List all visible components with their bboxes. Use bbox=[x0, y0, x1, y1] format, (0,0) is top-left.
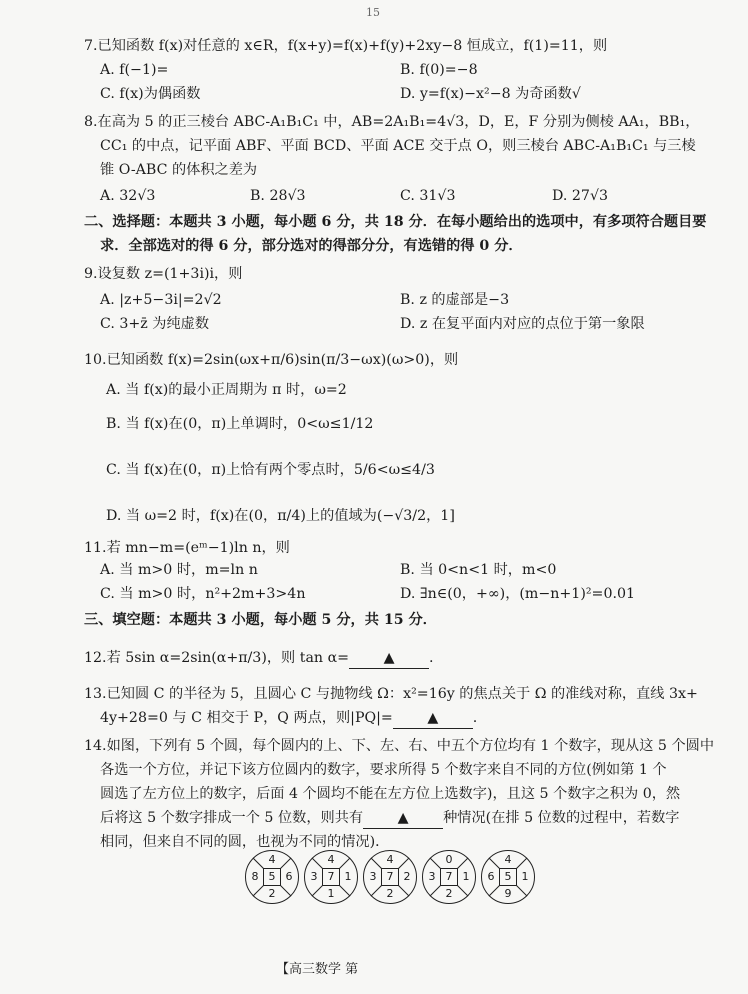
circle-5-right: 1 bbox=[521, 870, 529, 883]
circle-3-bottom: 2 bbox=[386, 887, 394, 900]
q7-option-b: B. f(0)=−8 bbox=[400, 62, 478, 78]
circle-3-right: 2 bbox=[403, 870, 411, 883]
q14-line3: 圆选了左方位上的数字，后面 4 个圆均不能在左方位上选数字)，且这 5 个数字之积为 0，然 bbox=[100, 786, 681, 802]
q13-answer-marker: ▲ bbox=[427, 710, 439, 726]
circle-4-top: 0 bbox=[445, 853, 453, 866]
q9-option-b: B. z 的虚部是−3 bbox=[400, 292, 510, 308]
circle-2-left: 3 bbox=[310, 870, 318, 883]
q14-line4-pre: 后将这 5 个数字排成一个 5 位数，则共有 bbox=[100, 810, 364, 826]
circle-1-right: 6 bbox=[285, 870, 293, 883]
circle-4-center: 7 bbox=[445, 870, 453, 883]
section2-instructions: 求．全部选对的得 6 分，部分选对的得部分分，有选错的得 0 分． bbox=[100, 238, 523, 254]
q7-option-d: D. y=f(x)−x²−8 为奇函数√ bbox=[400, 86, 581, 102]
q12-line bbox=[84, 648, 434, 669]
q10-option-a: A. 当 f(x)的最小正周期为 π 时，ω=2 bbox=[106, 382, 347, 398]
q8-line2: CC₁ 的中点，记平面 ABF、平面 BCD、平面 ACE 交于点 O，则三棱台 ABC-A₁B₁C₁ 与三棱 bbox=[100, 138, 696, 154]
circle-3-top: 4 bbox=[386, 853, 394, 866]
q7-option-c: C. f(x)为偶函数 bbox=[100, 86, 201, 102]
q9-option-c: C. 3+z̄ 为纯虚数 bbox=[100, 316, 210, 332]
q11-option-c: C. 当 m>0 时，n²+2m+3>4n bbox=[100, 586, 306, 602]
figure-circle-5 bbox=[481, 850, 535, 904]
q11-option-b: B. 当 0<n<1 时，m<0 bbox=[400, 562, 557, 578]
circle-3-center: 7 bbox=[386, 870, 394, 883]
circle-5-left: 6 bbox=[487, 870, 495, 883]
q11-option-d: D. ∃n∈(0，+∞)，(m−n+1)²=0.01 bbox=[400, 586, 636, 602]
q14-line4-post: 种情况(在排 5 位数的过程中，若数字 bbox=[443, 810, 680, 826]
figure-circle-1 bbox=[245, 850, 299, 904]
circle-3-left: 3 bbox=[369, 870, 377, 883]
q7-stem: 7.已知函数 f(x)对任意的 x∈R，f(x+y)=f(x)+f(y)+2xy−8 恒成立，f(1)=11，则 bbox=[84, 38, 608, 54]
page-footer: 【高三数学 第 bbox=[276, 962, 359, 977]
circle-2-center: 7 bbox=[327, 870, 335, 883]
q8-option-d: D. 27√3 bbox=[552, 188, 609, 204]
q14-line4 bbox=[100, 808, 680, 829]
q12-stem: 12.若 5sin α=2sin(α+π/3)，则 tan α= bbox=[84, 650, 350, 666]
circle-2-bottom: 1 bbox=[327, 887, 335, 900]
circle-2-top: 4 bbox=[327, 853, 335, 866]
circle-1-bottom: 2 bbox=[268, 887, 276, 900]
figure-circle-3 bbox=[363, 850, 417, 904]
q13-end: . bbox=[472, 710, 478, 726]
q9-option-a: A. |z+5−3i|=2√2 bbox=[100, 292, 222, 308]
circle-1-top: 4 bbox=[268, 853, 276, 866]
q12-answer-blank bbox=[349, 648, 429, 669]
section3-heading: 三、填空题：本题共 3 小题，每小题 5 分，共 15 分． bbox=[84, 612, 437, 628]
circle-2-right: 1 bbox=[344, 870, 352, 883]
q7-option-a: A. f(−1)= bbox=[100, 62, 169, 78]
circle-5-top: 4 bbox=[504, 853, 512, 866]
q10-option-b: B. 当 f(x)在(0，π)上单调时，0<ω≤1/12 bbox=[106, 416, 374, 432]
q8-line1: 8.在高为 5 的正三棱台 ABC-A₁B₁C₁ 中，AB=2A₁B₁=4√3，D，E，F 分别为侧棱 AA₁，BB₁， bbox=[84, 114, 700, 130]
q14-line1: 14.如图，下列有 5 个圆，每个圆内的上、下、左、右、中五个方位均有 1 个数字，现从这 5 个圆中 bbox=[84, 738, 715, 754]
q14-answer-blank bbox=[363, 808, 443, 829]
page-number: 15 bbox=[366, 6, 380, 19]
q14-line5: 相同，但来自不同的圆，也视为不同的情况)． bbox=[100, 834, 390, 850]
q11-stem: 11.若 mn−m=(eᵐ−1)ln n，则 bbox=[84, 540, 290, 556]
q12-answer-marker: ▲ bbox=[383, 650, 395, 666]
q9-option-d: D. z 在复平面内对应的点位于第一象限 bbox=[400, 316, 645, 332]
circle-4-right: 1 bbox=[462, 870, 470, 883]
circle-4-bottom: 2 bbox=[445, 887, 453, 900]
q8-option-c: C. 31√3 bbox=[400, 188, 456, 204]
q13-stem-end: 4y+28=0 与 C 相交于 P，Q 两点，则|PQ|= bbox=[100, 710, 393, 726]
figure-circle-4 bbox=[422, 850, 476, 904]
q10-option-c: C. 当 f(x)在(0，π)上恰有两个零点时，5/6<ω≤4/3 bbox=[106, 462, 435, 478]
q13-line2 bbox=[100, 708, 477, 729]
q12-end: . bbox=[429, 650, 434, 666]
section2-heading: 二、选择题：本题共 3 小题，每小题 6 分，共 18 分．在每小题给出的选项中，有多项符合题目要 bbox=[84, 214, 707, 230]
circle-5-bottom: 9 bbox=[504, 887, 512, 900]
q14-answer-marker: ▲ bbox=[397, 810, 409, 826]
q14-line2: 各选一个方位，并记下该方位圆内的数字，要求所得 5 个数字来自不同的方位(例如第 1 个 bbox=[100, 762, 667, 778]
q10-option-d: D. 当 ω=2 时，f(x)在(0，π/4)上的值域为(−√3/2，1] bbox=[106, 508, 455, 524]
q8-line3: 锥 O-ABC 的体积之差为 bbox=[100, 162, 258, 178]
circle-5-center: 5 bbox=[504, 870, 512, 883]
q11-option-a: A. 当 m>0 时，m=ln n bbox=[100, 562, 258, 578]
q8-option-b: B. 28√3 bbox=[250, 188, 306, 204]
q10-stem: 10.已知函数 f(x)=2sin(ωx+π/6)sin(π/3−ωx)(ω>0)，则 bbox=[84, 352, 459, 368]
q13-answer-blank bbox=[393, 708, 473, 729]
q13-line1: 13.已知圆 C 的半径为 5，且圆心 C 与抛物线 Ω：x²=16y 的焦点关于 Ω 的准线对称，直线 3x+ bbox=[84, 686, 698, 702]
circle-1-left: 8 bbox=[251, 870, 259, 883]
q9-stem: 9.设复数 z=(1+3i)i，则 bbox=[84, 266, 243, 282]
circle-1-center: 5 bbox=[268, 870, 276, 883]
q8-option-a: A. 32√3 bbox=[100, 188, 156, 204]
circle-4-left: 3 bbox=[428, 870, 436, 883]
figure-circle-2 bbox=[304, 850, 358, 904]
